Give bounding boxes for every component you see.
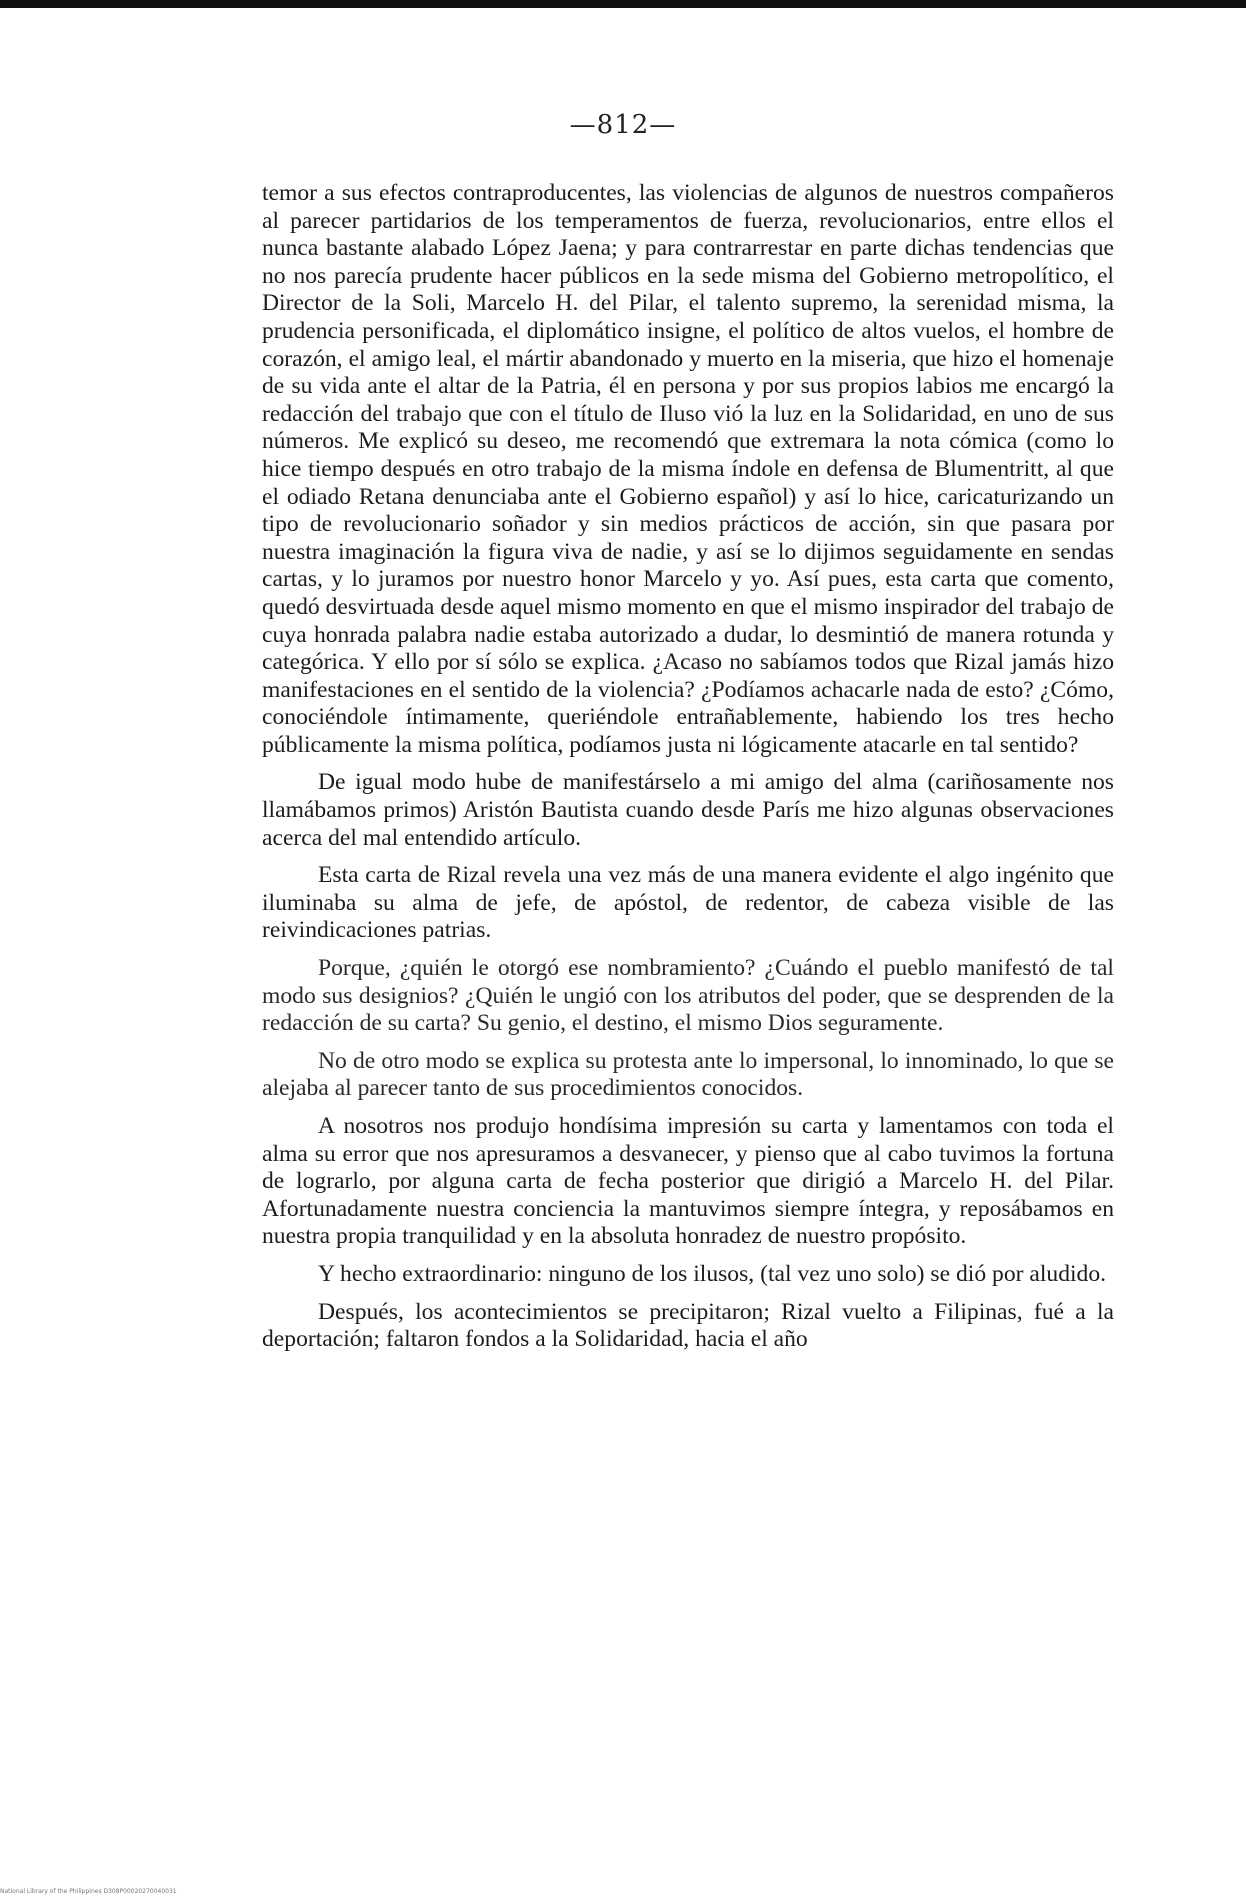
page-number: —812— xyxy=(569,110,677,140)
scan-footer-label: National Library of the Philippines D308P00020270040031 xyxy=(0,1888,177,1895)
body-text xyxy=(262,180,1114,1354)
paragraph-6: A nosotros nos produjo hondísima impresión su carta y lamentamos con toda el alma su error que nos apresuramos a desvanecer, y pienso que al cabo tuvimos la fortuna de lograrlo, por alguna carta de fecha posterior que dirigió a Marcelo H. del Pilar. Afortunadamente nuestra conciencia la mantuvimos siempre íntegra, y reposábamos en nuestra propia tranquilidad y en la absoluta honradez de nuestro propósito. xyxy=(262,1113,1114,1250)
paragraph-2: De igual modo hube de manifestárselo a mi amigo del alma (cariñosamente nos llamábamos primos) Aristón Bautista cuando desde París me hizo algunas observaciones acerca del mal entendido artículo. xyxy=(262,769,1114,851)
top-scan-border xyxy=(0,0,1246,8)
paragraph-1: temor a sus efectos contraproducentes, las violencias de algunos de nuestros compañeros al parecer partidarios de los temperamentos de fuerza, revolucionarios, entre ellos el nunca bastante alabado López Jaena; y para contrarrestar en parte dichas tendencias que no nos parecía prudente hacer públicos en la sede misma del Gobierno metropolítico, el Director de la Soli, Marcelo H. del Pilar, el talento supremo, la serenidad misma, la prudencia personificada, el diplomático insigne, el político de altos vuelos, el hombre de corazón, el amigo leal, el mártir abandonado y muerto en la miseria, que hizo el homenaje de su vida ante el altar de la Patria, él en persona y por sus propios labios me encargó la redacción del trabajo que con el título de Iluso vió la luz en la Solidaridad, en uno de sus números. Me explicó su deseo, me recomendó que extremara la nota cómica (como lo hice tiempo después en otro trabajo de la misma índole en defensa de Blumentritt, al que el odiado Retana denunciaba ante el Gobierno español) y así lo hice, caricaturizando un tipo de revolucionario soñador y sin medios prácticos de acción, sin que pasara por nuestra imaginación la figura viva de nadie, y así se lo dijimos seguidamente en sendas cartas, y lo juramos por nuestro honor Marcelo y yo. Así pues, esta carta que comento, quedó desvirtuada desde aquel mismo momento en que el mismo inspirador del trabajo de cuya honrada palabra nadie estaba autorizado a dudar, lo desmintió de manera rotunda y categórica. Y ello por sí sólo se explica. ¿Acaso no sabíamos todos que Rizal jamás hizo manifestaciones en el sentido de la violencia? ¿Podíamos achacarle nada de esto? ¿Cómo, conociéndole íntimamente, queriéndole entrañablemente, habiendo los tres hecho públicamente la misma política, podíamos justa ni lógicamente atacarle en tal sentido? xyxy=(262,180,1114,758)
paragraph-7: Y hecho extraordinario: ninguno de los ilusos, (tal vez uno solo) se dió por aludido. xyxy=(318,1260,1107,1287)
paragraph-5: No de otro modo se explica su protesta ante lo impersonal, lo innominado, lo que se alejaba al parecer tanto de sus procedimientos conocidos. xyxy=(262,1047,1114,1102)
paragraph-8: Después, los acontecimientos se precipitaron; Rizal vuelto a Filipinas, fué a la deportación; faltaron fondos a la Solidaridad, hacia el año xyxy=(262,1298,1114,1353)
paragraph-4: Porque, ¿quién le otorgó ese nombramiento? ¿Cuándo el pueblo manifestó de tal modo sus designios? ¿Quién le ungió con los atributos del poder, que se desprenden de la redacción de su carta? Su genio, el destino, el mismo Dios seguramente. xyxy=(262,955,1114,1037)
paragraph-3: Esta carta de Rizal revela una vez más de una manera evidente el algo ingénito que iluminaba su alma de jefe, de apóstol, de redentor, de cabeza visible de las reivindicaciones patrias. xyxy=(262,862,1114,944)
